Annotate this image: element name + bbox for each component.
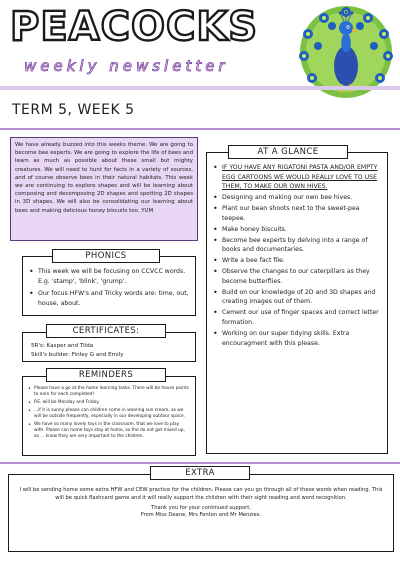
extra-signature: From Miss Deane, Mrs Fenton and Mr Menzies. — [140, 512, 262, 519]
reminders-heading: REMINDERS — [46, 368, 166, 382]
phonics-box — [22, 256, 196, 316]
list-item: • P.E. will be Monday and Friday. — [28, 400, 190, 406]
newsletter-title: PEACOCKS — [10, 4, 259, 50]
list-item: • We have so many lovely toys in the classroom, that we love to play with. Please can home toys stay at home, so the do not get mixed up, as ... know they are very important to the children. — [28, 422, 190, 440]
list-item: • Plant our bean shoots next to the sweet-pea teepee. — [213, 204, 381, 223]
list-item: • Working on our super tidying skills. Extra encouragment with this please. — [213, 329, 381, 348]
list-item — [213, 163, 381, 192]
list-item: • Build on our knowledge of 2D and 3D shapes and creating images out of them. — [213, 288, 381, 307]
list-item: • ...if it is sunny please can children come in wearing sun cream, as we will be outside frequently, especially in our developing outdoor space. — [28, 408, 190, 420]
list-item: • This week we will be focusing on CCVCC words. E.g. 'stamp', 'blink', 'grump'. — [29, 267, 189, 287]
at-a-glance-box — [206, 152, 388, 454]
list-item: • Become bee experts by delving into a range of books and documentaries. — [213, 236, 381, 255]
extra-heading: EXTRA — [150, 466, 250, 480]
extra-box — [8, 474, 394, 552]
phonics-heading: PHONICS — [52, 249, 160, 263]
header-divider — [0, 86, 400, 90]
certificate-line: Skill's builder: Finley G and Emily — [31, 351, 124, 358]
list-item: • Write a bee fact file. — [213, 256, 381, 266]
peacock-head — [339, 21, 353, 35]
list-item: • Make honey biscuits. — [213, 225, 381, 235]
certificates-heading: CERTIFICATES: — [46, 324, 166, 338]
list-item: • Please have a go at the home learning tasks. There will be house points to earn for each completed! — [28, 386, 190, 398]
list-item: • Designing and making our own bee hives. — [213, 193, 381, 203]
certificate-line: 5R's: Kasper and Tilda — [31, 343, 94, 349]
list-item: • Observe the changes to our caterpillars as they become butterflies. — [213, 267, 381, 286]
intro-text-box: We have already buzzed into this weeks theme. We are going to become bee experts. We are going to explore the life of bees and learn as much as possible about these small but mighty creatures. We will need to hunt for facts in a variety of sources, and of course observe bees in their natural habitats. This week we are continuing to explore shapes and will be learning about composing and decomposing 2D shapes and spotting 2D shapes in 3D shapes. We will also be consolidating our learning about bees and making delicious honey biscuits too. YUM — [10, 137, 198, 241]
extra-thanks: Thank you for your continued support. — [151, 504, 251, 511]
glance-highlight-text: IF YOU HAVE ANY RIGATONI PASTA AND/OR EMPTY EGG CARTOONS WE WOULD REALLY LOVE TO USE THEM, TO MAKE OUR OWN HIVES. — [222, 164, 378, 191]
term-divider — [0, 128, 400, 130]
term-week-label: TERM 5, WEEK 5 — [12, 102, 135, 118]
reminders-list — [28, 386, 190, 440]
list-item: • Cement our use of finger spaces and correct letter formation. — [213, 308, 381, 327]
reminders-box — [22, 376, 196, 456]
list-item: • Our focus HFW's and Tricky words are: time, out, house, about. — [29, 289, 189, 309]
peacock-illustration — [290, 0, 400, 98]
glance-list — [213, 163, 381, 348]
extra-paragraph: I will be sending home some extra HFW and CEW practice for the children. Please can you go through all of these words when reading. This will be quick flashcard game and it will really support the children with their sight reading and word recognition. — [19, 487, 383, 501]
extra-divider — [0, 462, 400, 464]
at-a-glance-heading: AT A GLANCE — [228, 145, 348, 159]
newsletter-subtitle: weekly newsletter — [24, 57, 229, 75]
phonics-list — [29, 267, 189, 309]
